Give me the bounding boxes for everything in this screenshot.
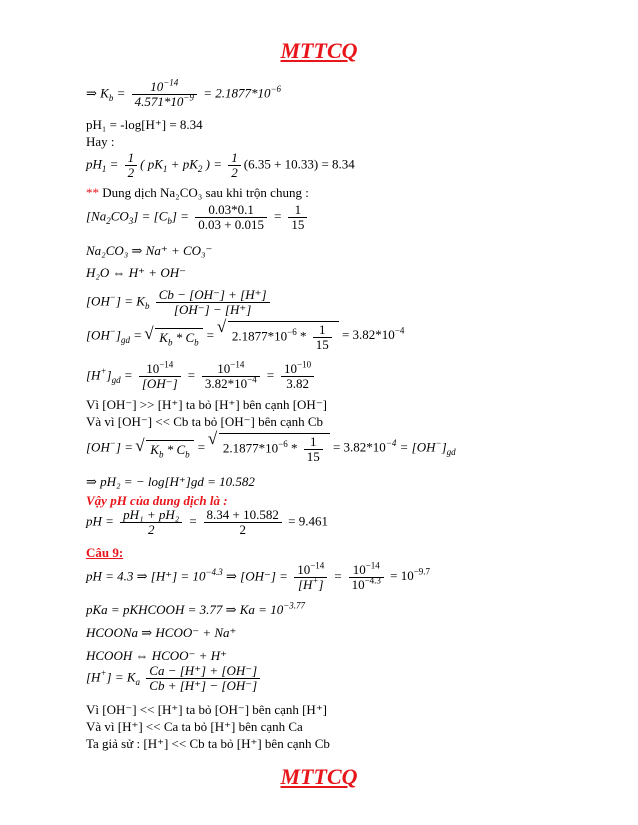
eq-dissociation: Na₂CO₃ ⇒ Na⁺ + CO₃⁻ — [86, 243, 213, 258]
note-q9-2: Và vì [H⁺] << Ca ta bỏ [H⁺] bên cạnh Ca — [86, 719, 303, 734]
na2co3-heading: ** Dung dịch Na₂CO₃ sau khi trộn chung : — [86, 185, 309, 200]
eq-ph2: ⇒ pH₂ = − log[H⁺]gd = 10.582 — [86, 474, 255, 489]
eq-water: H₂O ⇔ H⁺ + OH⁻ — [86, 265, 186, 280]
note-q9-3: Ta giả sử : [H⁺] << Cb ta bỏ [H⁺] bên cạnh Cb — [86, 736, 330, 751]
eq-ph-final: pH = $\frac{\text{pH₁ + pH₂}}{2}$ = $\frac{8.34 + 10.582}{2}$ = 9.461 — [86, 507, 328, 537]
eq-q9-ph: pH = 4.3 ⇒ $[H^+] = 10^{-4.3}$ ⇒ [OH⁻] = $\frac{10^{-14}}{[H^+]}$ = $\frac{10^{-14}}{10^{-4.3}}$ = $10^{-9.7}$ — [86, 560, 431, 592]
eq-hcooh: HCOOH ⇔ HCOO⁻ + H⁺ — [86, 648, 227, 663]
footer-title: MTTCQ — [280, 764, 358, 789]
note-oh-h: Vì [OH⁻] >> [H⁺] ta bỏ [H⁺] bên cạnh [OH⁻] — [86, 397, 328, 412]
eq-hcoona: HCOONa ⇒ HCOO⁻ + Na⁺ — [86, 625, 237, 640]
eq-h-general: $[H^+] = K_a$ $\frac{Ca - [H^+] + [OH^-]}{Cb + [H^+] - [OH^-]}$ — [86, 664, 263, 693]
eq-oh-general: $[OH^-] = K_b$ $\frac{Cb - [OH^-] + [H^+]}{[OH^-] - [H^+]}$ — [86, 288, 273, 317]
conclusion-heading: Vậy pH của dung dịch là : — [86, 493, 228, 508]
eq-oh-gd: $[OH^-]_{gd}$ = √ $K_b * C_b$ = √ $2.1877*10^{-6}$ * $\frac{1}{15}$ = $3.82*10^{-4}$ — [86, 321, 404, 352]
eq-na2co3-conc: $[Na_2CO_3] = [C_b]$ = $\frac{0.03*0.1}{0.03 + 0.015}$ = $\frac{1}{15}$ — [86, 203, 310, 232]
eq-kb: ⇒ $K_b$ = $\frac{10^{-14}}{4.571*10^{-9}}$ = $2.1877*10^{-6}$ — [86, 77, 282, 109]
note-oh-cb: Và vì [OH⁻] << Cb ta bỏ [OH⁻] bên cạnh Cb — [86, 414, 324, 429]
eq-oh-check: [OH−] = √ $K_b * C_b$ = √ $2.1877*10^{-6}$ * $\frac{1}{15}$ = $3.82*10^{-4} = [OH^-]_{gd}$ — [86, 433, 456, 464]
eq-pka: pKa = pKHCOOH = 3.77 ⇒ $Ka = 10^{-3.77}$ — [86, 600, 306, 617]
ph1-line: pH₁ = -log[H⁺] = 8.34 — [86, 117, 203, 132]
note-q9-1: Vì [OH⁻] << [H⁺] ta bỏ [OH⁻] bên cạnh [H⁺] — [86, 702, 328, 717]
eq-ph1: $pH_1$ = $\frac{1}{2}$ ( $pK_1 + pK_2$ ) = $\frac{1}{2}$ (6.35 + 10.33) = 8.34 — [86, 150, 355, 180]
eq-h-gd: $[H^+]_{gd}$ = $\frac{10^{-14}}{[OH^-]}$ = $\frac{10^{-14}}{3.82*10^{-4}}$ = $\frac{10^{-10}}{3.82}$ — [86, 362, 317, 391]
question-9-heading: Câu 9: — [86, 545, 124, 560]
hay-label: Hay : — [86, 134, 115, 149]
header-title: MTTCQ — [280, 38, 358, 63]
